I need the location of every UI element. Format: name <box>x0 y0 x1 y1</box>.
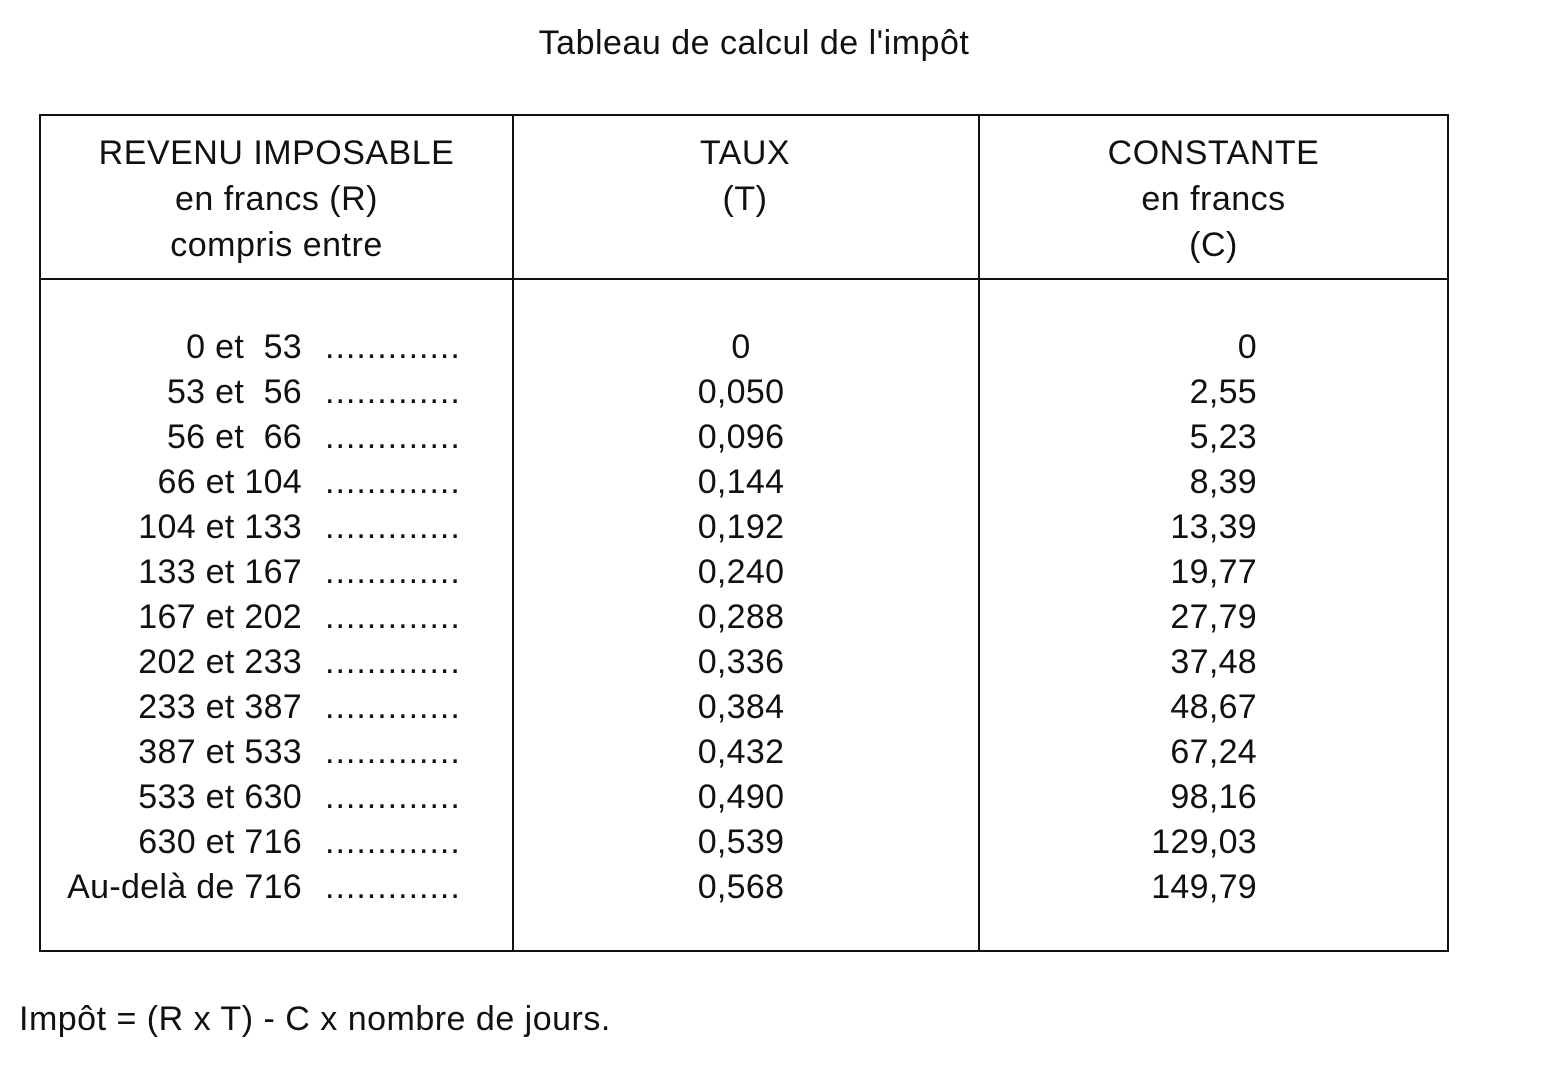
revenu-range: 202 et 233 <box>138 643 302 681</box>
leader-dots: ............. <box>325 373 461 411</box>
taux-value: 0,568 <box>697 868 785 906</box>
revenu-range: 56 et 66 <box>166 418 302 456</box>
header-constante <box>978 130 1449 268</box>
header-divider <box>41 278 1447 280</box>
header-line: TAUX <box>699 134 791 172</box>
header-line: (C) <box>1189 226 1238 264</box>
taux-value: 0,384 <box>697 688 785 726</box>
table-row <box>41 460 1447 505</box>
header-line: en francs <box>1141 180 1286 218</box>
header-taux <box>512 130 978 222</box>
document-title: Tableau de calcul de l'impôt <box>538 24 970 62</box>
tax-table <box>39 114 1449 952</box>
table-row <box>41 730 1447 775</box>
table-row <box>41 595 1447 640</box>
revenu-range: 0 et 53 <box>186 328 302 366</box>
leader-dots: ............. <box>325 778 461 816</box>
taux-value: 0,490 <box>697 778 785 816</box>
header-revenu-imposable <box>41 130 512 268</box>
leader-dots: ............. <box>325 508 461 546</box>
revenu-range: 104 et 133 <box>138 508 302 546</box>
taux-value: 0,144 <box>697 463 785 501</box>
leader-dots: ............. <box>325 598 461 636</box>
revenu-range: 66 et 104 <box>157 463 302 501</box>
header-line: compris entre <box>170 226 383 264</box>
leader-dots: ............. <box>325 823 461 861</box>
constante-value: 13,39 <box>1170 508 1257 546</box>
leader-dots: ............. <box>325 868 461 906</box>
taux-value: 0,336 <box>697 643 785 681</box>
revenu-range: Au-delà de 716 <box>67 868 302 906</box>
header-line: REVENU IMPOSABLE <box>98 134 455 172</box>
constante-value: 129,03 <box>1151 823 1257 861</box>
constante-value: 5,23 <box>1189 418 1257 456</box>
constante-value: 19,77 <box>1170 553 1257 591</box>
header-line: CONSTANTE <box>1107 134 1320 172</box>
taux-value: 0,096 <box>697 418 785 456</box>
header-line: en francs (R) <box>175 180 378 218</box>
constante-value: 0 <box>1237 328 1257 366</box>
table-row <box>41 550 1447 595</box>
table-row <box>41 505 1447 550</box>
constante-value: 8,39 <box>1189 463 1257 501</box>
leader-dots: ............. <box>325 553 461 591</box>
table-row <box>41 640 1447 685</box>
revenu-range: 167 et 202 <box>138 598 302 636</box>
table-row <box>41 370 1447 415</box>
constante-value: 2,55 <box>1189 373 1257 411</box>
header-line: (T) <box>722 180 768 218</box>
taux-value: 0,432 <box>697 733 785 771</box>
constante-value: 98,16 <box>1170 778 1257 816</box>
constante-value: 37,48 <box>1170 643 1257 681</box>
leader-dots: ............. <box>325 463 461 501</box>
revenu-range: 233 et 387 <box>138 688 302 726</box>
constante-value: 48,67 <box>1170 688 1257 726</box>
table-row <box>41 325 1447 370</box>
taux-value: 0,050 <box>697 373 785 411</box>
revenu-range: 53 et 56 <box>166 373 302 411</box>
table-row <box>41 415 1447 460</box>
table-row <box>41 775 1447 820</box>
leader-dots: ............. <box>325 328 461 366</box>
leader-dots: ............. <box>325 733 461 771</box>
tax-formula: Impôt = (R x T) - C x nombre de jours. <box>19 1000 611 1038</box>
table-row <box>41 820 1447 865</box>
table-row <box>41 865 1447 910</box>
taux-value: 0,192 <box>697 508 785 546</box>
taux-value: 0,288 <box>697 598 785 636</box>
constante-value: 67,24 <box>1170 733 1257 771</box>
constante-value: 149,79 <box>1151 868 1257 906</box>
revenu-range: 133 et 167 <box>138 553 302 591</box>
taux-value: 0,539 <box>697 823 785 861</box>
leader-dots: ............. <box>325 688 461 726</box>
revenu-range: 387 et 533 <box>138 733 302 771</box>
taux-value: 0 <box>731 328 751 366</box>
leader-dots: ............. <box>325 643 461 681</box>
taux-value: 0,240 <box>697 553 785 591</box>
revenu-range: 630 et 716 <box>138 823 302 861</box>
revenu-range: 533 et 630 <box>138 778 302 816</box>
leader-dots: ............. <box>325 418 461 456</box>
constante-value: 27,79 <box>1170 598 1257 636</box>
table-row <box>41 685 1447 730</box>
